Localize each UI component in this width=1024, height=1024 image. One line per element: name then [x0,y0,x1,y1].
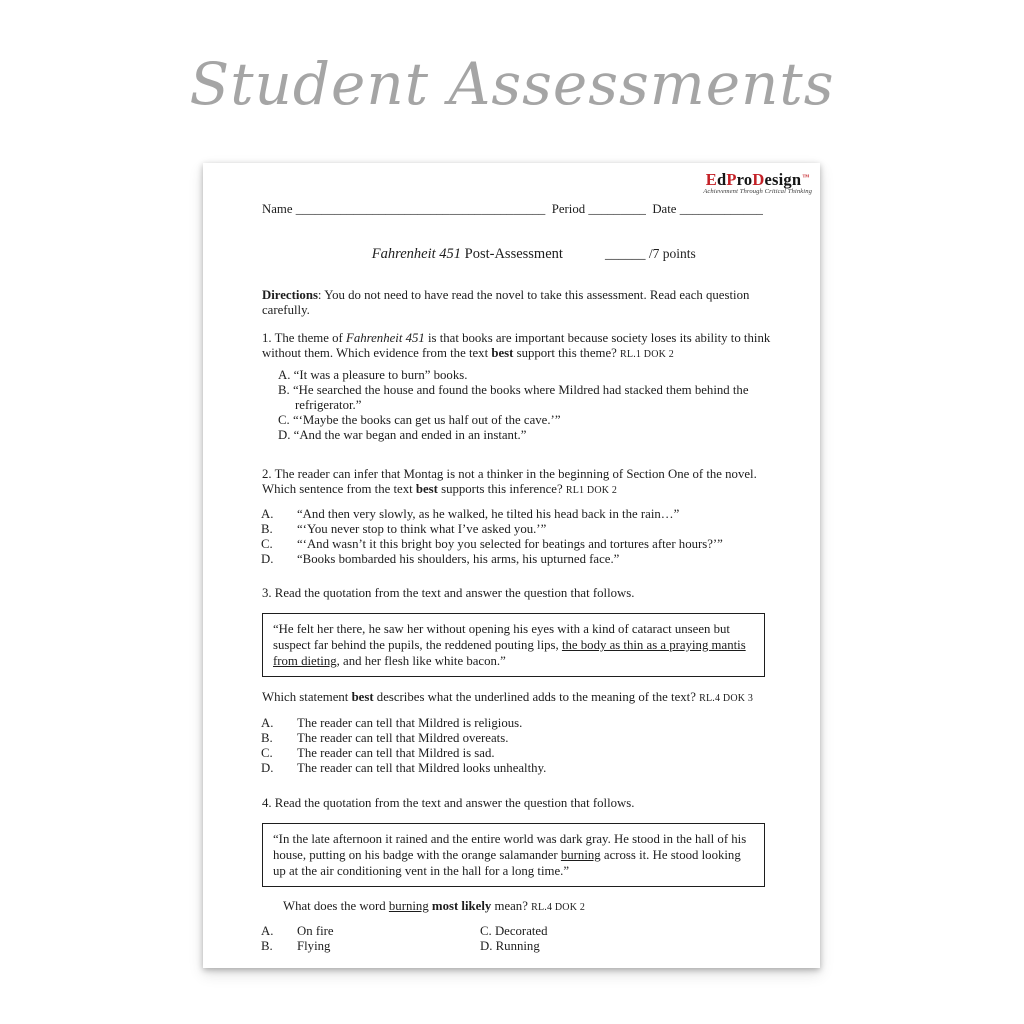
logo-tagline: Achievement Through Critical Thinking [703,188,812,196]
edprodesign-logo [703,171,812,196]
choice-3c: C. The reader can tell that Mildred is sad. [261,746,495,760]
choice-4a: A. On fire [261,924,334,938]
score-blank: ______ [604,246,646,261]
choice-4b: B. Flying [261,939,331,953]
logo-brand-text: EdProDesign™ [705,170,810,189]
worksheet-content [262,202,777,954]
question-4-prompt: What does the word burning most likely mean? RL.4 DOK 2 [283,899,586,913]
choice-1b: B. “He searched the house and found the books where Mildred had stacked them behind the refrigerator.” [278,383,749,412]
choice-1d: D. “And the war began and ended in an instant.” [278,428,527,442]
question-3-choices [261,716,777,776]
choice-3b: B. The reader can tell that Mildred overeats. [261,731,509,745]
name-period-date-line: Name _______________________________________ Period _________ Date _____________ [262,202,763,216]
assessment-title: Fahrenheit 451 Post-Assessment [371,246,563,262]
question-3-prompt: Which statement best describes what the underlined adds to the meaning of the text? RL.4 DOK 3 [262,690,754,704]
choice-2c: C. “‘And wasn’t it this bright boy you selected for beatings and tortures after hours?’” [261,537,723,551]
question-3-quote-box: “He felt her there, he saw her without opening his eyes with a kind of cataract unseen but suspect far behind the pupils, the reddened pouting lips, the body as thin as a praying mantis from dieting, and her flesh like white bacon.” [262,613,765,677]
question-3-stem: 3. Read the quotation from the text and answer the question that follows. [262,586,635,600]
question-4-quote-box: “In the late afternoon it rained and the entire world was dark gray. He stood in the hall of his house, putting on his badge with the orange salamander burning across it. He stood looking up at the air conditioning vent in the hall for a long time.” [262,823,765,887]
question-2-choices [261,507,777,567]
score-field [605,246,696,261]
choice-4c: C. Decorated [480,924,548,938]
question-2-stem: 2. The reader can infer that Montag is not a thinker in the beginning of Section One of the novel. Which sentence from the text best supports this inference? RL1 DOK 2 [262,467,757,496]
choice-1c: C. “‘Maybe the books can get us half out of the cave.’” [278,413,561,427]
choice-3a: A. The reader can tell that Mildred is religious. [261,716,523,730]
choice-4d: D. Running [480,939,540,953]
choice-2b: B. “‘You never stop to think what I’ve asked you.’” [261,522,547,536]
question-1-stem: 1. The theme of Fahrenheit 451 is that books are important because society loses its ability to think without them. Which evidence from the text best support this theme? RL.1 DOK 2 [262,331,771,360]
worksheet-page [203,163,820,968]
choice-2d: D. “Books bombarded his shoulders, his arms, his upturned face.” [261,552,620,566]
choice-2a: A. “And then very slowly, as he walked, he tilted his head back in the rain…” [261,507,680,521]
question-4-stem: 4. Read the quotation from the text and answer the question that follows. [262,796,635,810]
score-label: /7 points [645,246,696,261]
assessment-title-line [262,227,777,281]
question-4-choices [261,924,777,954]
choice-1a: A. “It was a pleasure to burn” books. [278,368,468,382]
page-title: Student Assessments [189,50,835,118]
choice-3d: D. The reader can tell that Mildred looks unhealthy. [261,761,547,775]
directions-text: Directions: You do not need to have read the novel to take this assessment. Read each question carefully. [262,288,750,317]
question-1-choices [278,368,777,443]
